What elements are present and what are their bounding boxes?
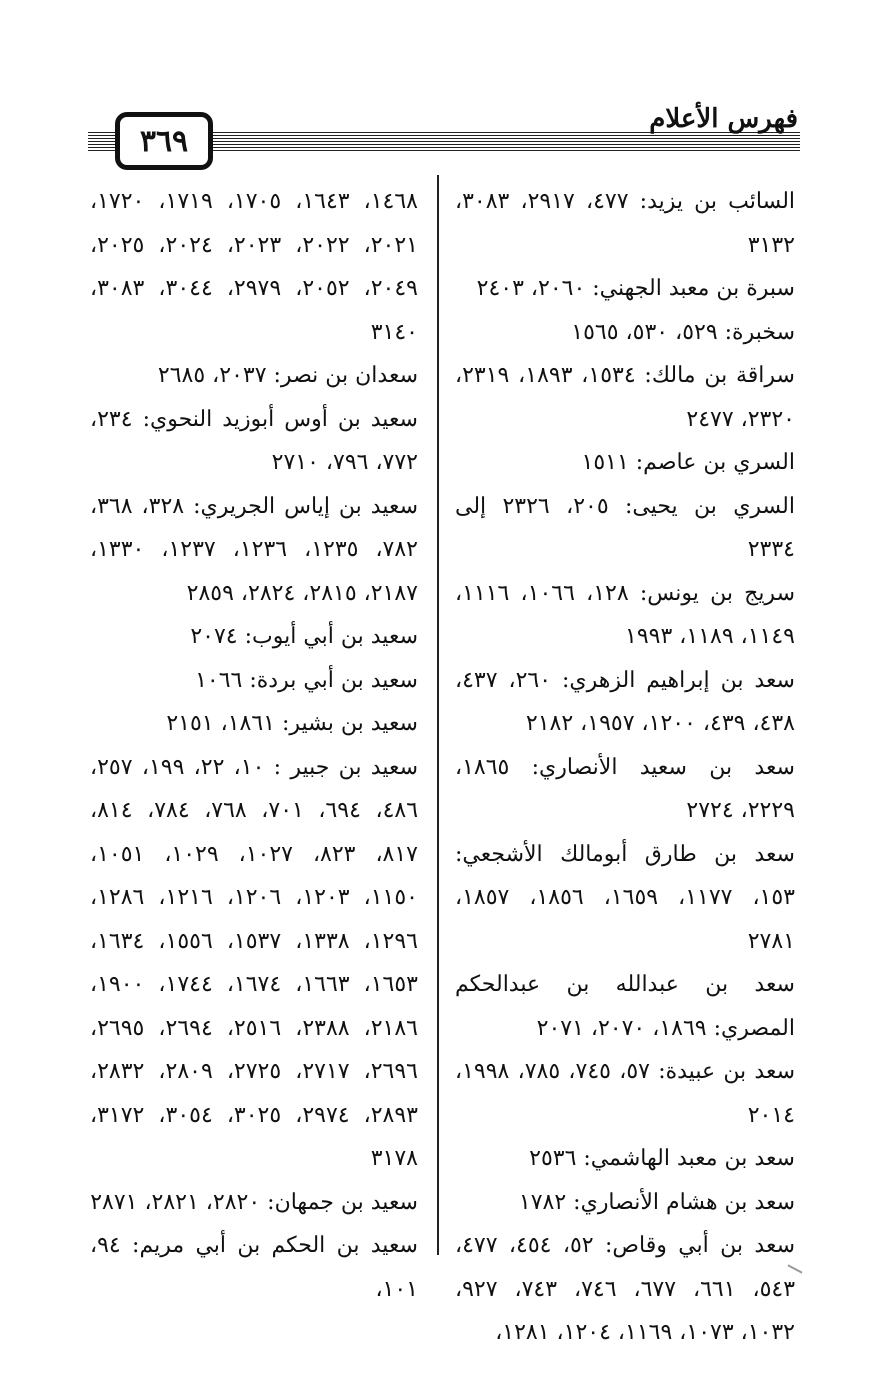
running-title: فهرس الأعلام <box>649 104 798 134</box>
index-entry: سخبرة: ٥٢٩، ٥٣٠، ١٥٦٥ <box>571 319 795 345</box>
index-entry: السري بن يحيى: ٢٠٥، ٢٣٢٦ إلى ٢٣٣٤ <box>455 493 795 562</box>
index-entry: سعد بن عبدالله بن عبدالحكم المصري: ١٨٦٩، ٢٠٧٠، ٢٠٧١ <box>455 972 795 1041</box>
index-entry: سعيد بن جمهان: ٢٨٢٠، ٢٨٢١، ٢٨٧١ <box>90 1189 418 1215</box>
index-entry: سعيد بن إياس الجريري: ٣٢٨، ٣٦٨، ٧٨٢، ١٢٣٥، ١٢٣٦، ١٢٣٧، ١٣٣٠، ٢١٨٧، ٢٨١٥، ٢٨٢٤، ٢٨٥٩ <box>90 493 419 606</box>
index-entry: سبرة بن معبد الجهني: ٢٠٦٠، ٢٤٠٣ <box>476 276 795 301</box>
index-entry: سعد بن أبي وقاص: ٥٢، ٤٥٤، ٤٧٧، ٥٤٣، ٦٦١، ٦٧٧، ٧٤٦، ٧٤٣، ٩٢٧، ١٠٣٢، ١٠٧٣، ١١٦٩، ١٢٠٤، ١٢٨١، <box>455 1233 796 1345</box>
index-entry: ١٤٦٨، ١٦٤٣، ١٧٠٥، ١٧١٩، ١٧٢٠، ٢٠٢١، ٢٠٢٢، ٢٠٢٣، ٢٠٢٤، ٢٠٢٥، ٢٠٤٩، ٢٠٥٢، ٢٩٧٩، ٣٠٤٤، ٣٠٨٣، ٣١٤٠ <box>90 189 418 345</box>
index-entry: سعيد بن أبي أيوب: ٢٠٧٤ <box>190 624 418 649</box>
index-entry: سعيد بن جبير : ١٠، ٢٢، ١٩٩، ٢٥٧، ٤٨٦، ٦٩٤، ٧٠١، ٧٦٨، ٧٨٤، ٨١٤، ٨١٧، ٨٢٣، ١٠٢٧، ١٠٢٩، ١٠٥١، ١١٥٠، ١٢٠٣، ١٢٠٦، ١٢١٦، ١٢٨٦، ١٢٩٦، ١٣٣٨، ١٥٣٧، ١٥٥٦، ١٦٣٤، ١٦٥٣، ١٦٦٣، ١٦٧٤، ١٧٤٤، ١٩٠٠، ٢١٨٦، ٢٣٨٨، ٢٥١٦، ٢٦٩٤، ٢٦٩٥، ٢٦٩٦، ٢٧١٧، ٢٧٢٥، ٢٨٠٩، ٢٨٣٢، ٢٨٩٣، ٢٩٧٤، ٣٠٢٥، ٣٠٥٤، ٣١٧٢، ٣١٧٨ <box>90 754 419 1171</box>
index-entry: سعدان بن نصر: ٢٠٣٧، ٢٦٨٥ <box>157 363 418 388</box>
page-header <box>0 0 873 180</box>
index-entry: سعيد بن الحكم بن أبي مريم: ٩٤، ١٠١، <box>90 1233 418 1302</box>
column-divider <box>437 175 439 1255</box>
index-entry: السائب بن يزيد: ٤٧٧، ٢٩١٧، ٣٠٨٣، ٣١٣٢ <box>455 189 796 258</box>
page-number-text: ٣٦٩ <box>139 123 189 159</box>
index-column-left <box>90 180 418 1311</box>
index-entry: سعد بن معبد الهاشمي: ٢٥٣٦ <box>529 1146 795 1171</box>
index-entry: سعد بن إبراهيم الزهري: ٢٦٠، ٤٣٧، ٤٣٨، ٤٣٩، ١٢٠٠، ١٩٥٧، ٢١٨٢ <box>455 667 795 736</box>
page-number <box>115 112 213 170</box>
index-entry: سعد بن هشام الأنصاري: ١٧٨٢ <box>518 1189 795 1215</box>
index-entry: سعد بن سعيد الأنصاري: ١٨٦٥، ٢٢٢٩، ٢٧٢٤ <box>455 754 795 823</box>
index-entry: سعيد بن بشير: ١٨٦١، ٢١٥١ <box>166 711 418 736</box>
index-column-right <box>455 180 795 1355</box>
index-entry: سعد بن عبيدة: ٥٧، ٧٤٥، ٧٨٥، ١٩٩٨، ٢٠١٤ <box>455 1059 796 1128</box>
index-entry: سعيد بن أوس أبوزيد النحوي: ٢٣٤، ٧٧٢، ٧٩٦، ٢٧١٠ <box>90 406 418 475</box>
index-entry: السري بن عاصم: ١٥١١ <box>581 450 795 475</box>
index-entry: سعد بن طارق أبومالك الأشجعي: ١٥٣، ١١٧٧، ١٦٥٩، ١٨٥٦، ١٨٥٧، ٢٧٨١ <box>455 841 795 954</box>
index-entry: سريج بن يونس: ١٢٨، ١٠٦٦، ١١١٦، ١١٤٩، ١١٨٩، ١٩٩٣ <box>455 580 796 649</box>
index-entry: سعيد بن أبي بردة: ١٠٦٦ <box>195 667 418 693</box>
index-entry: سراقة بن مالك: ١٥٣٤، ١٨٩٣، ٢٣١٩، ٢٣٢٠، ٢٤٧٧ <box>455 363 795 432</box>
